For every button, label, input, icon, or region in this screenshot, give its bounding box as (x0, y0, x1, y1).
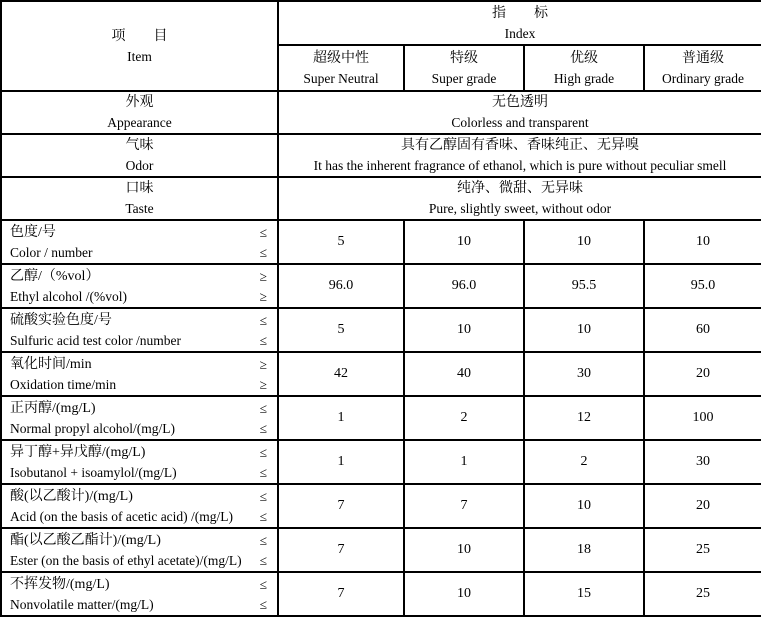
value-cell: 96.0 (404, 264, 524, 308)
comparison-symbol: ≤ (259, 244, 267, 260)
comparison-symbol: ≥ (259, 288, 267, 304)
value-cell: 7 (404, 484, 524, 528)
value-en: Pure, slightly sweet, without odor (428, 201, 612, 216)
value-cell: 30 (644, 440, 761, 484)
value-cell: 2 (524, 440, 644, 484)
comparison-symbol: ≤ (259, 508, 267, 524)
value-cell: 5 (278, 308, 404, 352)
comparison-symbol: ≤ (259, 444, 267, 460)
value-cell (278, 177, 761, 220)
value-cell (278, 91, 761, 134)
index-header-cell (278, 1, 761, 45)
grade-header-high-grade (524, 45, 644, 91)
grade-en: Super grade (431, 70, 497, 86)
item-label-zh: 正丙醇/(mg/L) (10, 400, 96, 416)
value-zh: 无色透明 (492, 95, 548, 110)
comparison-symbol: ≤ (259, 464, 267, 480)
item-label-zh: 酯(以乙酸乙酯计)/(mg/L) (10, 532, 161, 548)
value-cell: 30 (524, 352, 644, 396)
value-cell: 10 (404, 572, 524, 616)
table-row-ester (1, 528, 761, 572)
comparison-symbol: ≥ (259, 356, 267, 372)
grade-header-ordinary-grade (644, 45, 761, 91)
item-label-en: Sulfuric acid test color /number (10, 332, 181, 348)
table-row-sulfuric-acid-test (1, 308, 761, 352)
table-row-taste (1, 177, 761, 220)
value-cell: 18 (524, 528, 644, 572)
table-row-ethyl-alcohol (1, 264, 761, 308)
index-header-zh: 指 标 (492, 5, 548, 21)
table-row-odor (1, 134, 761, 177)
item-cell (1, 91, 278, 134)
value-cell: 20 (644, 484, 761, 528)
item-label-zh: 色度/号 (10, 224, 56, 240)
value-cell: 7 (278, 572, 404, 616)
value-cell: 42 (278, 352, 404, 396)
value-cell: 25 (644, 572, 761, 616)
value-cell: 60 (644, 308, 761, 352)
item-label-en: Oxidation time/min (10, 376, 117, 392)
item-label-en: Ethyl alcohol /(%vol) (10, 288, 127, 304)
item-label-en: Odor (125, 158, 154, 173)
table-row-normal-propyl-alcohol (1, 396, 761, 440)
item-label-zh: 硫酸实验色度/号 (10, 312, 112, 328)
comparison-symbol: ≤ (259, 332, 267, 348)
item-header-en: Item (127, 48, 152, 64)
value-cell: 10 (404, 528, 524, 572)
value-cell: 10 (524, 484, 644, 528)
item-label-zh: 异丁醇+异戊醇/(mg/L) (10, 444, 146, 460)
grade-header-super-neutral (278, 45, 404, 91)
item-label-zh: 酸(以乙酸计)/(mg/L) (10, 488, 133, 504)
value-cell: 7 (278, 528, 404, 572)
value-cell: 100 (644, 396, 761, 440)
item-cell (1, 264, 278, 308)
value-cell: 10 (524, 220, 644, 264)
table-row-isobutanol-isoamylol (1, 440, 761, 484)
item-label-en: Ester (on the basis of ethyl acetate)/(mg/L) (10, 552, 242, 568)
item-header-cell (1, 1, 278, 91)
index-header-en: Index (504, 25, 536, 41)
item-label-zh: 乙醇/（%vol） (10, 268, 100, 284)
value-cell: 20 (644, 352, 761, 396)
item-label-zh: 口味 (125, 181, 154, 196)
header-row (1, 1, 761, 45)
value-en: Colorless and transparent (451, 115, 589, 130)
item-label-en: Appearance (107, 115, 172, 130)
item-label-zh: 氧化时间/min (10, 356, 92, 372)
value-cell: 10 (404, 308, 524, 352)
value-cell: 10 (524, 308, 644, 352)
value-cell: 5 (278, 220, 404, 264)
grade-header-super-grade (404, 45, 524, 91)
value-cell: 12 (524, 396, 644, 440)
value-cell: 95.5 (524, 264, 644, 308)
item-label-en: Acid (on the basis of acetic acid) /(mg/L) (10, 508, 234, 524)
comparison-symbol: ≥ (259, 376, 267, 392)
table-row-nonvolatile-matter (1, 572, 761, 616)
table-row-oxidation-time (1, 352, 761, 396)
value-cell: 10 (644, 220, 761, 264)
item-label-en: Taste (125, 201, 154, 216)
value-cell: 7 (278, 484, 404, 528)
item-cell (1, 352, 278, 396)
value-cell: 1 (278, 440, 404, 484)
comparison-symbol: ≤ (259, 312, 267, 328)
comparison-symbol: ≥ (259, 268, 267, 284)
value-cell: 15 (524, 572, 644, 616)
value-cell: 10 (404, 220, 524, 264)
grade-en: Ordinary grade (661, 70, 745, 86)
item-cell (1, 440, 278, 484)
table-row-color-number (1, 220, 761, 264)
item-cell (1, 308, 278, 352)
value-cell: 25 (644, 528, 761, 572)
grade-en: High grade (553, 70, 615, 86)
item-cell (1, 528, 278, 572)
comparison-symbol: ≤ (259, 400, 267, 416)
item-cell (1, 177, 278, 220)
grade-zh: 普通级 (682, 50, 724, 66)
comparison-symbol: ≤ (259, 488, 267, 504)
value-zh: 纯净、微甜、无异味 (457, 181, 583, 196)
item-label-en: Isobutanol + isoamylol/(mg/L) (10, 464, 177, 480)
table-row-appearance (1, 91, 761, 134)
value-cell: 96.0 (278, 264, 404, 308)
item-cell (1, 134, 278, 177)
item-cell (1, 220, 278, 264)
grade-zh: 优级 (570, 50, 598, 66)
item-cell (1, 572, 278, 616)
value-cell: 1 (278, 396, 404, 440)
grade-zh: 超级中性 (313, 50, 369, 66)
item-label-en: Color / number (10, 244, 93, 260)
comparison-symbol: ≤ (259, 576, 267, 592)
value-zh: 具有乙醇固有香味、香味纯正、无异嗅 (401, 138, 639, 153)
value-cell: 40 (404, 352, 524, 396)
value-en: It has the inherent fragrance of ethanol, which is pure without peculiar smell (313, 158, 727, 173)
value-cell: 1 (404, 440, 524, 484)
item-label-en: Normal propyl alcohol/(mg/L) (10, 420, 175, 436)
grade-en: Super Neutral (303, 70, 379, 86)
item-label-zh: 不挥发物/(mg/L) (10, 576, 110, 592)
value-cell: 95.0 (644, 264, 761, 308)
comparison-symbol: ≤ (259, 552, 267, 568)
value-cell (278, 134, 761, 177)
item-label-zh: 外观 (125, 95, 154, 110)
comparison-symbol: ≤ (259, 224, 267, 240)
item-label-en: Nonvolatile matter/(mg/L) (10, 596, 154, 612)
value-cell: 2 (404, 396, 524, 440)
comparison-symbol: ≤ (259, 532, 267, 548)
item-header-zh: 项 目 (111, 28, 168, 44)
item-cell (1, 396, 278, 440)
comparison-symbol: ≤ (259, 596, 267, 612)
table-row-acid (1, 484, 761, 528)
item-cell (1, 484, 278, 528)
comparison-symbol: ≤ (259, 420, 267, 436)
item-label-zh: 气味 (125, 138, 154, 153)
grade-zh: 特级 (450, 50, 478, 66)
